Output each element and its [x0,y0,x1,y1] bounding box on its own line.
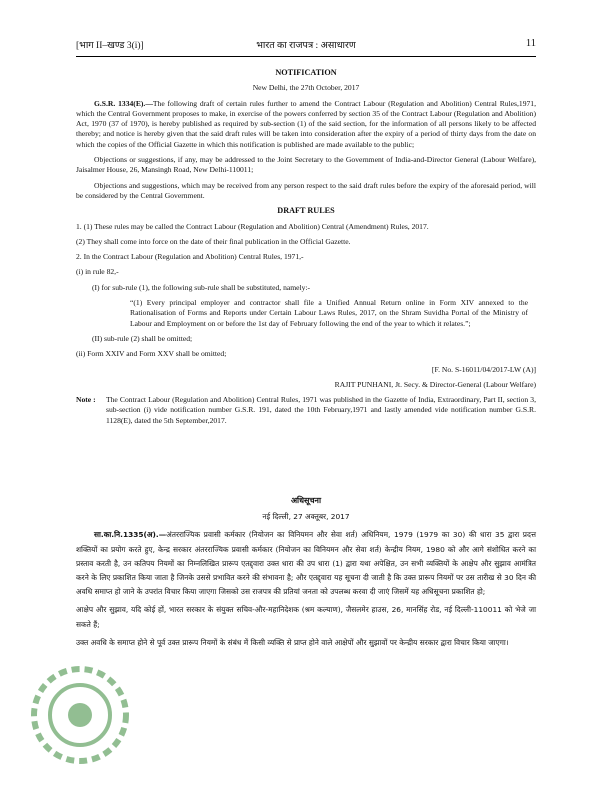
substituted-sub-rule: “(1) Every principal employer and contractor shall file a Unified Annual Return online in Form XIV annexed to the Rationalisation of Forms and Reports under Certain Labour Laws Rules, 2017, on the Shram Suvidha Portal of the Ministry of Labour and Employment on or before the 1st day of February following the end of the year to which it relates.”; [130,298,528,328]
hindi-paragraph-2: आक्षेप और सुझाव, यदि कोई हों, भारत सरकार के संयुक्त सचिव-और-महानिदेशक (श्रम कल्याण), जैसलमेर हाउस, 26, मानसिंह रोड, नई दिल्ली-110011 को भेजे जा सकते हैं; [76,605,536,629]
rule-2-i-I: (I) for sub-rule (1), the following sub-rule shall be substituted, namely:- [92,282,311,292]
gsr-text: The following draft of certain rules further to amend the Contract Labour (Regulation and Abolition) Central Rules,1971, which the Central Government proposes to make, in exercise of the powers conferred by section 35 of the Contract Labour (Regulation and Abolition) Act, 1970 (37 of 1970), is hereby published as required by sub-section (1) of the said section, for the information of all persons likely to be affected thereby; and notice is hereby given that the said draft rules will be taken into consideration after the expiry of a period of thirty days from the date on which the copies of the Official Gazette in which this notification is published are made available to the public; [76,98,536,149]
hindi-dateline: नई दिल्ली, 27 अक्तूबर, 2017 [262,512,350,522]
rule-1-2: (2) They shall come into force on the date of their final publication in the Official Gazette. [76,236,351,246]
gsr-number: G.S.R. 1334(E).— [94,98,153,108]
page-header [76,38,536,52]
hindi-notification [76,494,536,654]
page-number: 11 [525,38,536,49]
header-gazette-title: भारत का राजपत्र : असाधारण [256,41,356,51]
hindi-gsr-text: अंतरराज्यिक प्रवासी कर्मकार (नियोजन का विनियमन और सेवा शर्त) अधिनियम, 1979 (1979 का 30) की धारा 35 द्वारा प्रदत्त शक्तियों का प्रयोग करते हुए, केन्द्र सरकार अंतरराज्यिक प्रवासी कर्मकार (नियोजन का विनियमन और सेवा शर्त) केन्द्रीय नियम, 1980 को और आगे संशोधित करने का प्रस्ताव करती है, उन कतिपय नियमों का निम्नलिखित प्रारूप एतद्द्वारा उक्त धारा की उप धारा (1) द्वारा यथा अपेक्षित, उन सभी व्यक्तियों के आक्षेप और सुझाव आमंत्रित करने के लिए प्रकाशित किया जाता है जिनके उससे प्रभावित करने की संभावना है; और एतद्द्वारा यह सूचना दी जाती है कि उक्त प्रारूप नियमों पर उस तारीख से 30 दिन की अवधि समाप्त हो जाने के उपरांत विचार किया जाएगा जिसको उस राजपत्र की प्रतियां जनता को उपलब्ध करवा दी जाएं जिसमें यह अधिसूचना प्रकाशित हो; [76,530,536,597]
header-part-section: [भाग II–खण्ड 3(i)] [76,41,144,51]
signatory: RAJIT PUNHANI, Jt. Secy. & Director-General (Labour Welfare) [334,379,536,389]
draft-rules-heading: DRAFT RULES [277,206,335,216]
hindi-gsr-number: सा.का.नि.1335(अ).— [94,530,167,540]
rule-2: 2. In the Contract Labour (Regulation and Abolition) Central Rules, 1971,- [76,252,304,262]
watermark-seal-icon [20,645,140,785]
objections-paragraph-1: Objections or suggestions, if any, may be addressed to the Joint Secretary to the Government of India-and-Director General (Labour Welfare), Jaisalmer House, 26, Mansingh Road, New Delhi-110011; [76,155,536,175]
note-text: The Contract Labour (Regulation and Abolition) Central Rules, 1971 was published in the Gazette of India, Extraordinary, Part II, section 3, sub-section (i) vide notification number G.S.R. 191, dated the 10th February,1971 and lastly amended vide notification number G.S.R. 1128(E), dated the 5th September,2017. [106,395,536,425]
hindi-title: अधिसूचना [290,496,322,505]
rule-2-i: (i) in rule 82,- [76,267,119,277]
hindi-paragraph-3: उक्त अवधि के समाप्त होने से पूर्व उक्त प्रारूप नियमों के संबंध में किसी व्यक्ति से प्राप्त होने वाले आक्षेपों और सुझावों पर केन्द्रीय सरकार द्वारा विचार किया जाएगा। [76,637,509,647]
objections-paragraph-2: Objections and suggestions, which may be received from any person respect to the said draft rules before the expiry of the aforesaid period, will be considered by the Central Government. [76,180,536,200]
file-number: [F. No. S-16011/04/2017-LW (A)] [431,364,536,374]
header-divider [76,56,536,57]
rule-2-ii: (ii) Form XXIV and Form XXV shall be omitted; [76,349,227,359]
gsr-paragraph [76,99,536,150]
hindi-gsr-paragraph [76,528,536,599]
notification-dateline: New Delhi, the 27th October, 2017 [252,83,360,93]
note-label: Note : [76,395,96,405]
notification-title: NOTIFICATION [275,68,337,77]
english-notification [76,68,536,431]
rule-1-1: 1. (1) These rules may be called the Contract Labour (Regulation and Abolition) Central (Amendment) Rules, 2017. [76,221,429,231]
note-paragraph [76,395,536,426]
rule-2-i-II: (II) sub-rule (2) shall be omitted; [92,333,193,343]
